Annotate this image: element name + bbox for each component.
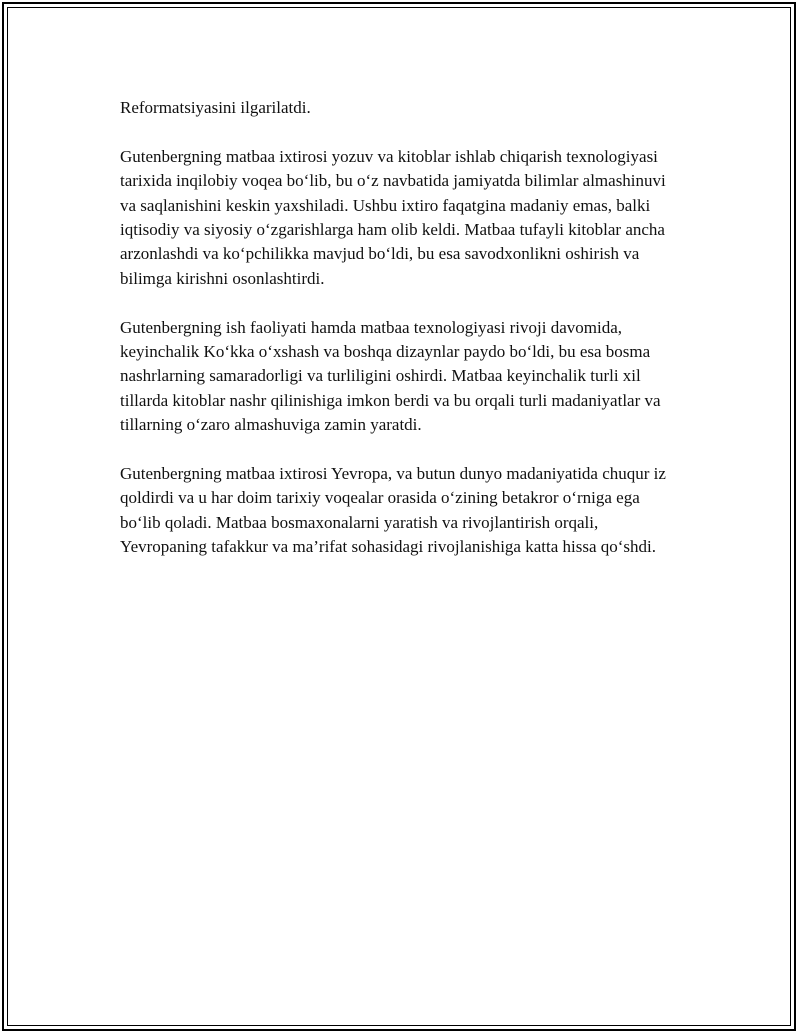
paragraph: Gutenbergning matbaa ixtirosi yozuv va kitoblar ishlab chiqarish texnologiyasi tarixida inqilobiy voqea bo‘lib, bu o‘z navbatida jamiyatda bilimlar almashinuvi va saqlanishini keskin yaxshiladi. Ushbu ixtiro faqatgina madaniy emas, balki iqtisodiy va siyosiy o‘zgarishlarga ham olib keldi. Matbaa tufayli kitoblar ancha arzonlashdi va ko‘pchilikka mavjud bo‘ldi, bu esa savodxonlikni oshirish va bilimga kirishni osonlashtirdi.	[120, 146, 666, 288]
paragraph: Reformatsiyasini ilgarilatdi.	[120, 98, 311, 117]
paragraph: Gutenbergning matbaa ixtirosi Yevropa, va butun dunyo madaniyatida chuqur iz qoldirdi va u har doim tarixiy voqealar orasida o‘zining betakror o‘rniga ega bo‘lib qoladi. Matbaa bosmaxonalarni yaratish va rivojlantirish orqali, Yevropaning tafakkur va ma’rifat sohasidagi rivojlanishiga katta hissa qo‘shdi.	[120, 464, 666, 557]
paragraph: Gutenbergning ish faoliyati hamda matbaa texnologiyasi rivoji davomida, keyinchalik Ko‘kka o‘xshash va boshqa dizaynlar paydo bo‘ldi, bu esa bosma nashrlarning samaradorligi va turliligini oshirdi. Matbaa keyinchalik turli xil tillarda kitoblar nashr qilinishiga imkon berdi va bu orqali turli madaniyatlar va tillarning o‘zaro almashuviga zamin yaratdi.	[120, 317, 661, 435]
document-body	[120, 96, 680, 584]
page-border	[2, 2, 796, 1031]
